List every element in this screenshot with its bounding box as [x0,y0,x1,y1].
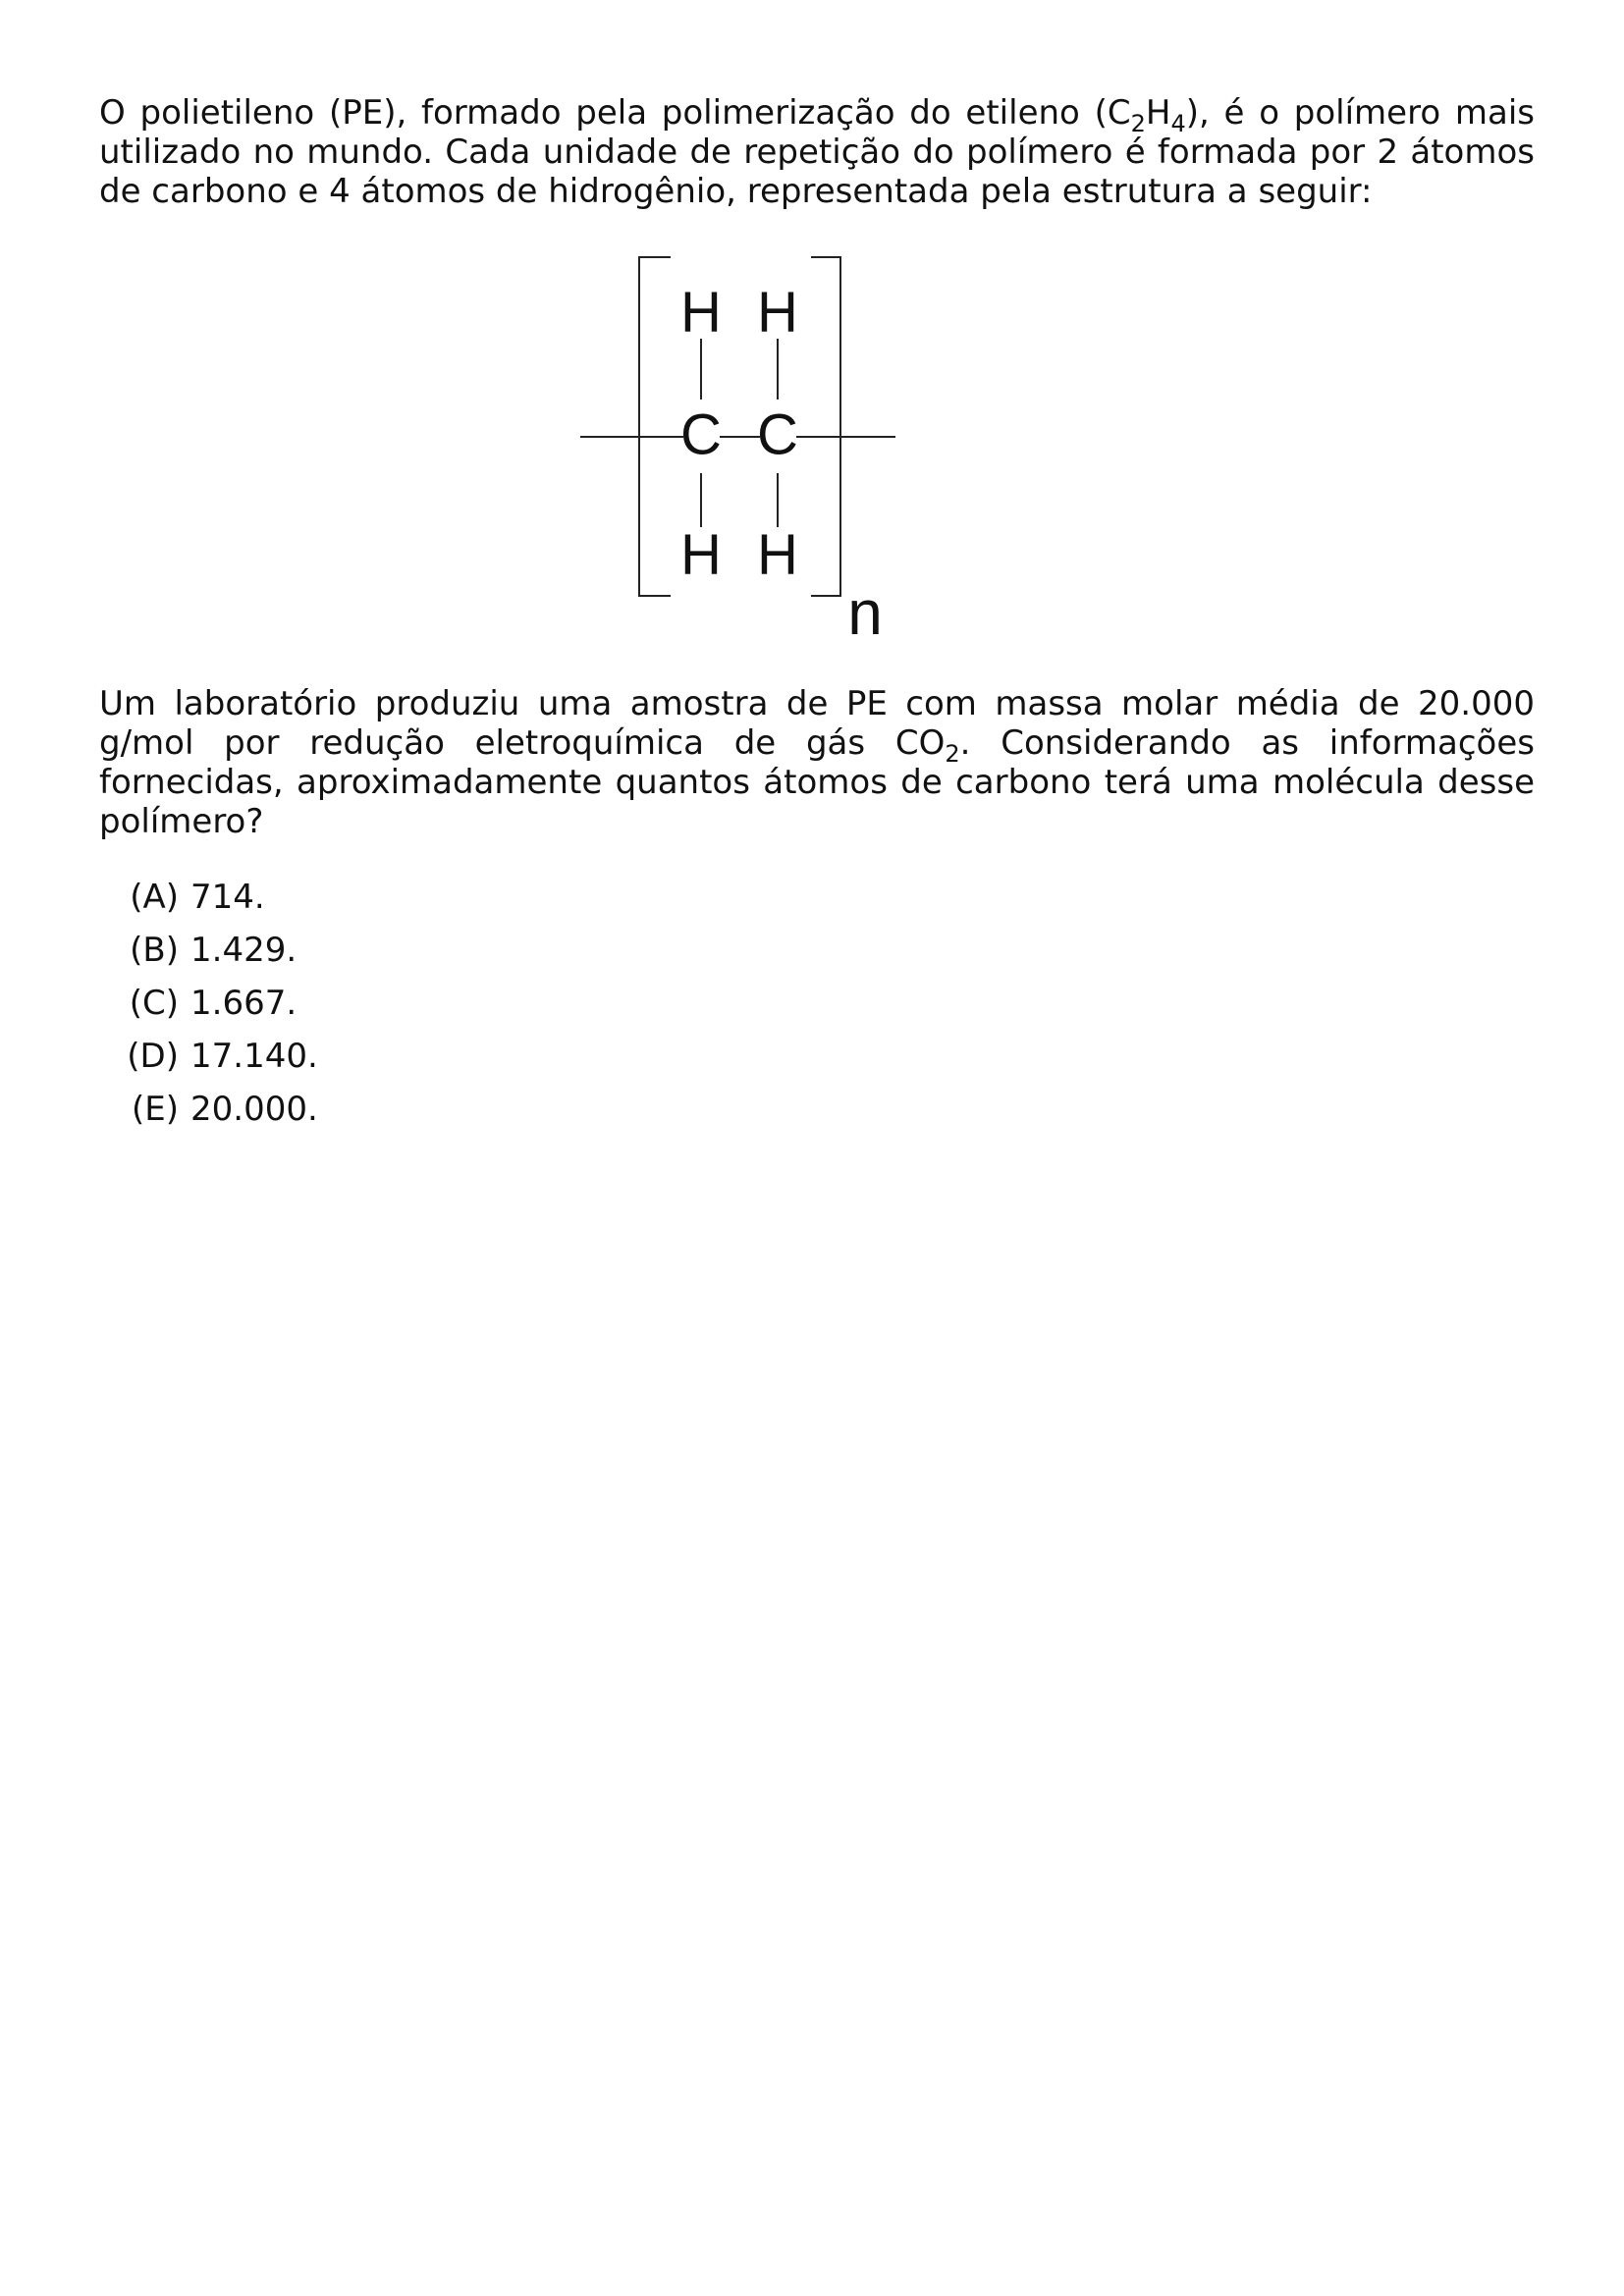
question-text-1: Um laboratório produziu uma amostra de PE com massa molar média de 20.000 g/mol por redução eletroquímica de gás CO [99,684,1535,763]
atom-c-right: C [757,402,798,467]
option-letter: (C) [129,984,179,1023]
option-value: 1.667. [190,984,298,1023]
option-value: 20.000. [190,1090,318,1129]
question-page [99,93,1535,1136]
option-letter: (B) [130,931,179,970]
option-d[interactable] [99,1030,1535,1083]
option-value: 17.140. [190,1037,318,1076]
option-a[interactable] [99,871,1535,924]
atom-h-top-left: H [680,280,722,345]
polyethylene-structure-diagram [580,252,1169,684]
option-value: 1.429. [190,931,298,970]
option-b[interactable] [99,924,1535,977]
atom-h-bottom-right: H [757,522,798,587]
question-subscript-1: 2 [945,740,960,768]
left-bracket [639,257,671,596]
question-text-2: . Considerando as informações fornecidas, aproximadamente quantos átomos de carbono terá uma molécula desse polímero? [99,723,1535,841]
repeat-unit-label: n [847,576,883,648]
option-letter: (D) [127,1037,179,1076]
answer-options [99,871,1535,1136]
atom-h-top-right: H [757,280,798,345]
option-letter: (A) [130,878,179,917]
option-c[interactable] [99,977,1535,1030]
intro-paragraph [99,93,1535,211]
intro-subscript-2: 4 [1170,110,1186,137]
polyethylene-structure-figure [99,252,1535,684]
option-e[interactable] [99,1083,1535,1136]
intro-subscript-1: 2 [1130,110,1146,137]
atom-h-bottom-left: H [680,522,722,587]
intro-text-3: ), é o polímero mais utilizado no mundo. Cada unidade de repetição do polímero é formada por 2 átomos de carbono e 4 átomos de hidrogênio, representada pela estrutura a seguir: [99,93,1535,211]
question-paragraph [99,684,1535,841]
right-bracket [811,257,840,596]
atom-c-left: C [680,402,722,467]
option-letter: (E) [131,1090,179,1129]
option-value: 714. [190,878,265,917]
intro-text-2: H [1145,93,1171,133]
intro-text-1: O polietileno (PE), formado pela polimerização do etileno (C [99,93,1131,133]
